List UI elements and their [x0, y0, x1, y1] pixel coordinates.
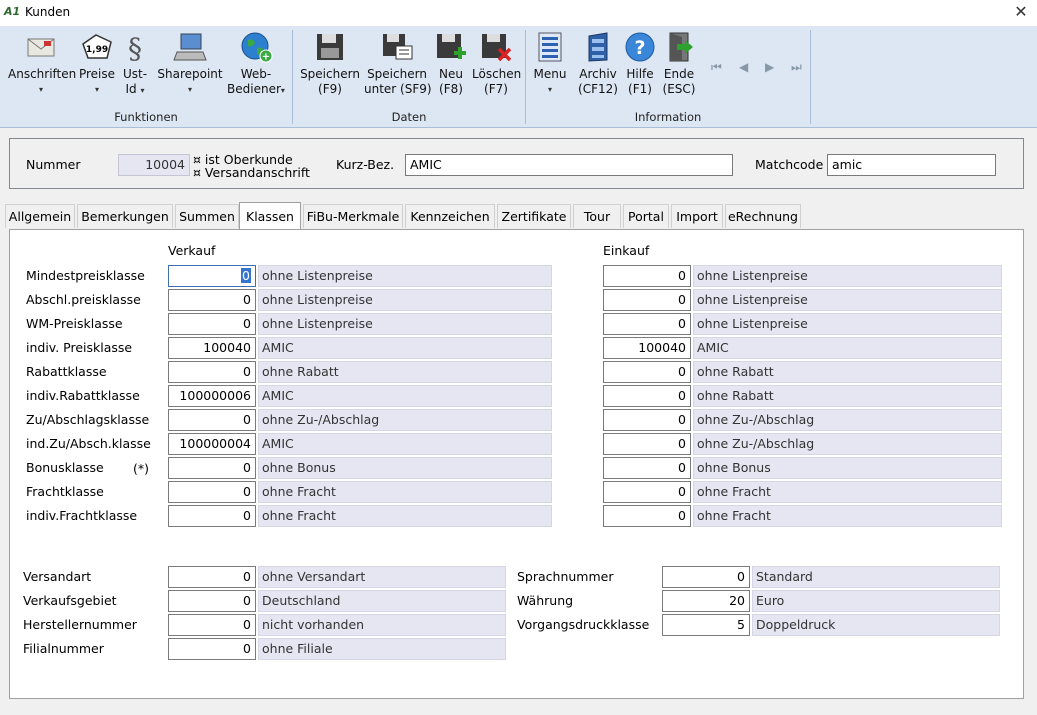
einkauf-class-description: AMIC: [693, 337, 1002, 359]
verkauf-class-description: ohne Listenpreise: [258, 265, 552, 287]
misc-right-description: Doppeldruck: [752, 614, 1000, 636]
tab-erechnung[interactable]: eRechnung: [725, 204, 801, 228]
ust-id-button[interactable]: § Ust- Id ▾: [118, 30, 152, 98]
einkauf-class-description: ohne Listenpreise: [693, 265, 1002, 287]
tab-fibu-merkmale[interactable]: FiBu-Merkmale: [303, 204, 403, 228]
group-separator: [810, 30, 811, 124]
bonus-marker: (*): [133, 461, 150, 476]
class-row-label: Mindestpreisklasse: [26, 268, 145, 283]
misc-left-description: ohne Filiale: [258, 638, 506, 660]
last-record-icon[interactable]: ⏭: [791, 60, 802, 74]
matchcode-input[interactable]: amic: [827, 154, 996, 176]
misc-right-input[interactable]: 5: [662, 614, 750, 636]
tab-import[interactable]: Import: [671, 204, 723, 228]
class-row-label: Abschl.preisklasse: [26, 292, 141, 307]
selected-text: 0: [242, 268, 250, 283]
help-icon: [623, 30, 657, 64]
verkauf-class-description: ohne Rabatt: [258, 361, 552, 383]
verkauf-class-description: ohne Listenpreise: [258, 313, 552, 335]
anschriften-button[interactable]: Anschriften ▾: [8, 30, 74, 97]
misc-left-description: Deutschland: [258, 590, 506, 612]
class-row-label: Bonusklasse: [26, 460, 104, 475]
einkauf-class-description: ohne Zu-/Abschlag: [693, 409, 1002, 431]
misc-left-label: Herstellernummer: [23, 617, 137, 632]
window-title: Kunden: [25, 5, 71, 19]
einkauf-class-description: ohne Zu-/Abschlag: [693, 433, 1002, 455]
misc-left-input[interactable]: 0: [168, 590, 256, 612]
class-row-label: ind.Zu/Absch.klasse: [26, 436, 151, 451]
misc-right-description: Standard: [752, 566, 1000, 588]
group-label-funktionen: Funktionen: [114, 110, 178, 124]
misc-left-description: nicht vorhanden: [258, 614, 506, 636]
versandanschrift-flag: ¤ Versandanschrift: [193, 165, 310, 180]
nummer-label: Nummer: [26, 157, 81, 172]
misc-left-input[interactable]: 0: [168, 638, 256, 660]
verkauf-class-input[interactable]: 0: [168, 289, 256, 311]
tab-kennzeichen[interactable]: Kennzeichen: [405, 204, 495, 228]
next-record-icon[interactable]: ▶: [765, 60, 775, 74]
loeschen-button[interactable]: Löschen (F7): [472, 30, 520, 97]
archive-cabinet-icon: [581, 30, 615, 64]
close-icon[interactable]: ✕: [1014, 2, 1028, 21]
einkauf-class-input[interactable]: 0: [603, 265, 691, 287]
svg-text:§: §: [128, 32, 142, 64]
einkauf-class-input[interactable]: 0: [603, 457, 691, 479]
einkauf-class-description: ohne Listenpreise: [693, 313, 1002, 335]
einkauf-class-description: ohne Fracht: [693, 505, 1002, 527]
misc-left-description: ohne Versandart: [258, 566, 506, 588]
verkauf-class-description: ohne Zu-/Abschlag: [258, 409, 552, 431]
misc-right-input[interactable]: 0: [662, 566, 750, 588]
verkauf-class-description: ohne Fracht: [258, 481, 552, 503]
speichern-unter-button[interactable]: Speichern unter (SF9): [364, 30, 430, 97]
tab-klassen[interactable]: Klassen: [239, 202, 301, 230]
verkauf-class-input[interactable]: 0: [168, 481, 256, 503]
misc-left-label: Filialnummer: [23, 641, 104, 656]
svg-text:?: ?: [634, 37, 646, 59]
kurz-bez-label: Kurz-Bez.: [336, 157, 395, 172]
misc-left-label: Versandart: [23, 569, 92, 584]
misc-left-label: Verkaufsgebiet: [23, 593, 117, 608]
einkauf-class-description: ohne Fracht: [693, 481, 1002, 503]
class-row-label: Zu/Abschlagsklasse: [26, 412, 150, 427]
tab-bar: [5, 204, 1025, 229]
exit-door-icon: [662, 30, 696, 64]
verkauf-class-input[interactable]: [168, 265, 256, 287]
misc-left-input[interactable]: 0: [168, 614, 256, 636]
floppy-disk-icon: [313, 30, 347, 64]
globe-icon: [239, 30, 273, 64]
delete-icon: [479, 30, 513, 64]
menu-icon: [533, 30, 567, 64]
tab-summen[interactable]: Summen: [175, 204, 239, 228]
einkauf-class-input[interactable]: 0: [603, 361, 691, 383]
einkauf-header: Einkauf: [603, 243, 650, 258]
einkauf-class-input[interactable]: 0: [603, 481, 691, 503]
einkauf-class-input[interactable]: 100040: [603, 337, 691, 359]
web-bediener-button[interactable]: + Web- Bediener▾: [224, 30, 288, 98]
verkauf-class-description: ohne Listenpreise: [258, 289, 552, 311]
neu-button[interactable]: Neu (F8): [434, 30, 468, 97]
nummer-field: 10004: [118, 154, 190, 176]
speichern-button[interactable]: Speichern (F9): [300, 30, 360, 97]
group-label-information: Information: [634, 110, 702, 124]
group-label-daten: Daten: [391, 110, 427, 124]
einkauf-class-input[interactable]: 0: [603, 385, 691, 407]
verkauf-header: Verkauf: [168, 243, 216, 258]
misc-left-input[interactable]: 0: [168, 566, 256, 588]
tab-portal[interactable]: Portal: [623, 204, 669, 228]
einkauf-class-input[interactable]: 0: [603, 289, 691, 311]
class-row-label: indiv.Rabattklasse: [26, 388, 140, 403]
status-strip: [0, 707, 1037, 715]
previous-record-icon[interactable]: ◀: [739, 60, 749, 74]
verkauf-class-input[interactable]: 0: [168, 409, 256, 431]
oberkunde-flag: ¤ ist Oberkunde: [193, 152, 293, 167]
einkauf-class-description: ohne Rabatt: [693, 361, 1002, 383]
preise-button[interactable]: 1,99 Preise ▾: [78, 30, 116, 97]
verkauf-class-input[interactable]: 0: [168, 313, 256, 335]
misc-right-description: Euro: [752, 590, 1000, 612]
menu-button[interactable]: Menu ▾: [532, 30, 568, 97]
class-row-label: WM-Preisklasse: [26, 316, 123, 331]
title-bar: [0, 0, 1037, 26]
class-row-label: Rabattklasse: [26, 364, 107, 379]
misc-right-label: Vorgangsdruckklasse: [517, 617, 650, 632]
svg-text:+: +: [261, 51, 271, 63]
verkauf-class-description: AMIC: [258, 337, 552, 359]
sharepoint-button[interactable]: Sharepoint ▾: [156, 30, 224, 97]
misc-right-label: Sprachnummer: [517, 569, 614, 584]
kurz-bez-input[interactable]: AMIC: [405, 154, 733, 176]
verkauf-class-input[interactable]: 100000004: [168, 433, 256, 455]
tab-bemerkungen[interactable]: Bemerkungen: [77, 204, 173, 228]
einkauf-class-input[interactable]: 0: [603, 313, 691, 335]
first-record-icon[interactable]: ⏮: [711, 60, 722, 74]
class-row-label: indiv. Preisklasse: [26, 340, 133, 355]
einkauf-class-input[interactable]: 0: [603, 505, 691, 527]
ende-button[interactable]: Ende (ESC): [660, 30, 698, 97]
svg-text:1,99: 1,99: [85, 45, 109, 55]
einkauf-class-description: ohne Bonus: [693, 457, 1002, 479]
verkauf-class-input[interactable]: 0: [168, 457, 256, 479]
einkauf-class-input[interactable]: 0: [603, 433, 691, 455]
archiv-button[interactable]: Archiv (CF12): [577, 30, 619, 97]
verkauf-class-input[interactable]: 0: [168, 361, 256, 383]
verkauf-class-input[interactable]: 0: [168, 505, 256, 527]
hilfe-button[interactable]: ? Hilfe (F1): [622, 30, 658, 97]
verkauf-class-description: ohne Bonus: [258, 457, 552, 479]
verkauf-class-input[interactable]: 100000006: [168, 385, 256, 407]
save-as-icon: [380, 30, 414, 64]
verkauf-class-description: AMIC: [258, 385, 552, 407]
class-row-label: Frachtklasse: [26, 484, 104, 499]
class-row-label: indiv.Frachtklasse: [26, 508, 138, 523]
einkauf-class-input[interactable]: 0: [603, 409, 691, 431]
verkauf-class-description: ohne Fracht: [258, 505, 552, 527]
matchcode-label: Matchcode: [755, 157, 824, 172]
app-logo: A1: [4, 5, 21, 18]
new-record-icon: [434, 30, 468, 64]
verkauf-class-input[interactable]: 100040: [168, 337, 256, 359]
computer-icon: [173, 30, 207, 64]
paragraph-icon: [118, 30, 152, 64]
price-tag-icon: [80, 30, 114, 64]
misc-right-label: Währung: [517, 593, 574, 608]
tab-zertifikate[interactable]: Zertifikate: [497, 204, 571, 228]
einkauf-class-description: ohne Rabatt: [693, 385, 1002, 407]
tab-allgemein[interactable]: Allgemein: [5, 204, 75, 228]
verkauf-class-description: AMIC: [258, 433, 552, 455]
envelope-icon: [24, 30, 58, 64]
misc-right-input[interactable]: 20: [662, 590, 750, 612]
tab-tour[interactable]: Tour: [573, 204, 621, 228]
einkauf-class-description: ohne Listenpreise: [693, 289, 1002, 311]
ribbon-toolbar: [0, 26, 1037, 128]
